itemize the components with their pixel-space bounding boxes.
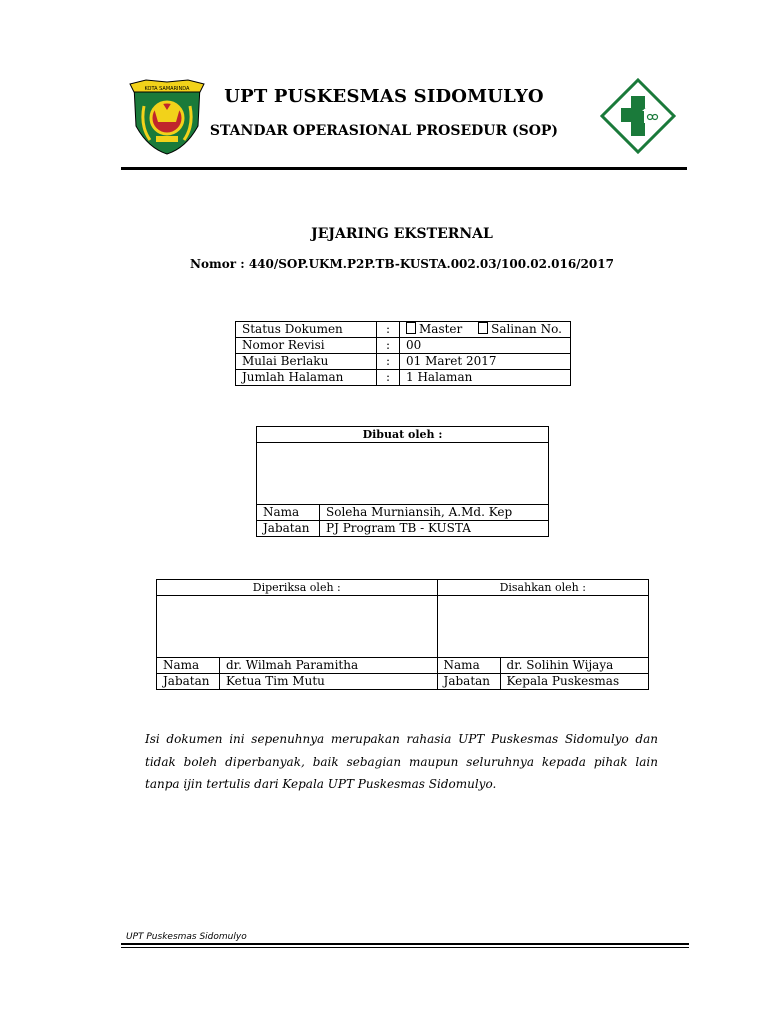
status-value <box>400 322 571 338</box>
effective-date-value: 01 Maret 2017 <box>400 354 571 370</box>
master-label: Master <box>419 322 463 336</box>
colon: : <box>377 370 400 386</box>
colon: : <box>377 322 400 338</box>
table-row <box>236 370 571 386</box>
footer-divider <box>121 943 689 945</box>
reviewer-signature-area <box>157 596 438 658</box>
table-row <box>236 338 571 354</box>
copy-label: Salinan No. <box>491 322 562 336</box>
approver-position-label: Jabatan <box>437 674 500 690</box>
revision-label: Nomor Revisi <box>236 338 377 354</box>
approved-by-heading: Disahkan oleh : <box>437 580 648 596</box>
table-row <box>257 443 549 505</box>
table-row <box>257 505 549 521</box>
approver-name: dr. Solihin Wijaya <box>500 658 648 674</box>
review-approval-table <box>156 579 649 690</box>
colon: : <box>377 338 400 354</box>
organization-title: UPT PUSKESMAS SIDOMULYO <box>224 86 544 107</box>
copy-checkbox[interactable] <box>478 322 488 334</box>
page-count-value: 1 Halaman <box>400 370 571 386</box>
reviewed-by-heading: Diperiksa oleh : <box>157 580 438 596</box>
table-row <box>236 354 571 370</box>
reviewer-position: Ketua Tim Mutu <box>220 674 438 690</box>
puskesmas-logo <box>600 78 676 154</box>
confidentiality-notice: Isi dokumen ini sepenuhnya merupakan rahasia UPT Puskesmas Sidomulyo dan tidak boleh diperbanyak, baik sebagian maupun seluruhnya kepada pihak lain tanpa ijin tertulis dari Kepala UPT Puskesmas Sidomulyo. <box>145 732 658 791</box>
footer-divider-thin <box>121 947 689 948</box>
page-count-label: Jumlah Halaman <box>236 370 377 386</box>
table-row <box>257 521 549 537</box>
reviewer-name-label: Nama <box>157 658 220 674</box>
table-row <box>157 658 649 674</box>
signature-area <box>257 443 549 505</box>
table-row <box>157 596 649 658</box>
made-by-heading: Dibuat oleh : <box>257 427 549 443</box>
status-label: Status Dokumen <box>236 322 377 338</box>
footer-text: UPT Puskesmas Sidomulyo <box>126 932 247 942</box>
table-row <box>257 427 549 443</box>
colon: : <box>377 354 400 370</box>
document-status-table <box>235 321 571 386</box>
master-checkbox[interactable] <box>406 322 416 334</box>
table-row <box>157 580 649 596</box>
header-divider <box>121 167 687 170</box>
document-title: JEJARING EKSTERNAL <box>311 226 493 242</box>
author-name: Soleha Murniansih, A.Md. Kep <box>320 505 549 521</box>
approver-signature-area <box>437 596 648 658</box>
reviewer-position-label: Jabatan <box>157 674 220 690</box>
author-position: PJ Program TB - KUSTA <box>320 521 549 537</box>
table-row <box>236 322 571 338</box>
name-label: Nama <box>257 505 320 521</box>
emblem-lettering: KOTA SAMARINDA <box>144 86 190 92</box>
document-number: Nomor : 440/SOP.UKM.P2P.TB-KUSTA.002.03/100.02.016/2017 <box>190 257 614 271</box>
made-by-table <box>256 426 549 537</box>
table-row <box>157 674 649 690</box>
approver-name-label: Nama <box>437 658 500 674</box>
effective-date-label: Mulai Berlaku <box>236 354 377 370</box>
position-label: Jabatan <box>257 521 320 537</box>
reviewer-name: dr. Wilmah Paramitha <box>220 658 438 674</box>
sop-subtitle: STANDAR OPERASIONAL PROSEDUR (SOP) <box>209 123 559 139</box>
revision-value: 00 <box>400 338 571 354</box>
approver-position: Kepala Puskesmas <box>500 674 648 690</box>
